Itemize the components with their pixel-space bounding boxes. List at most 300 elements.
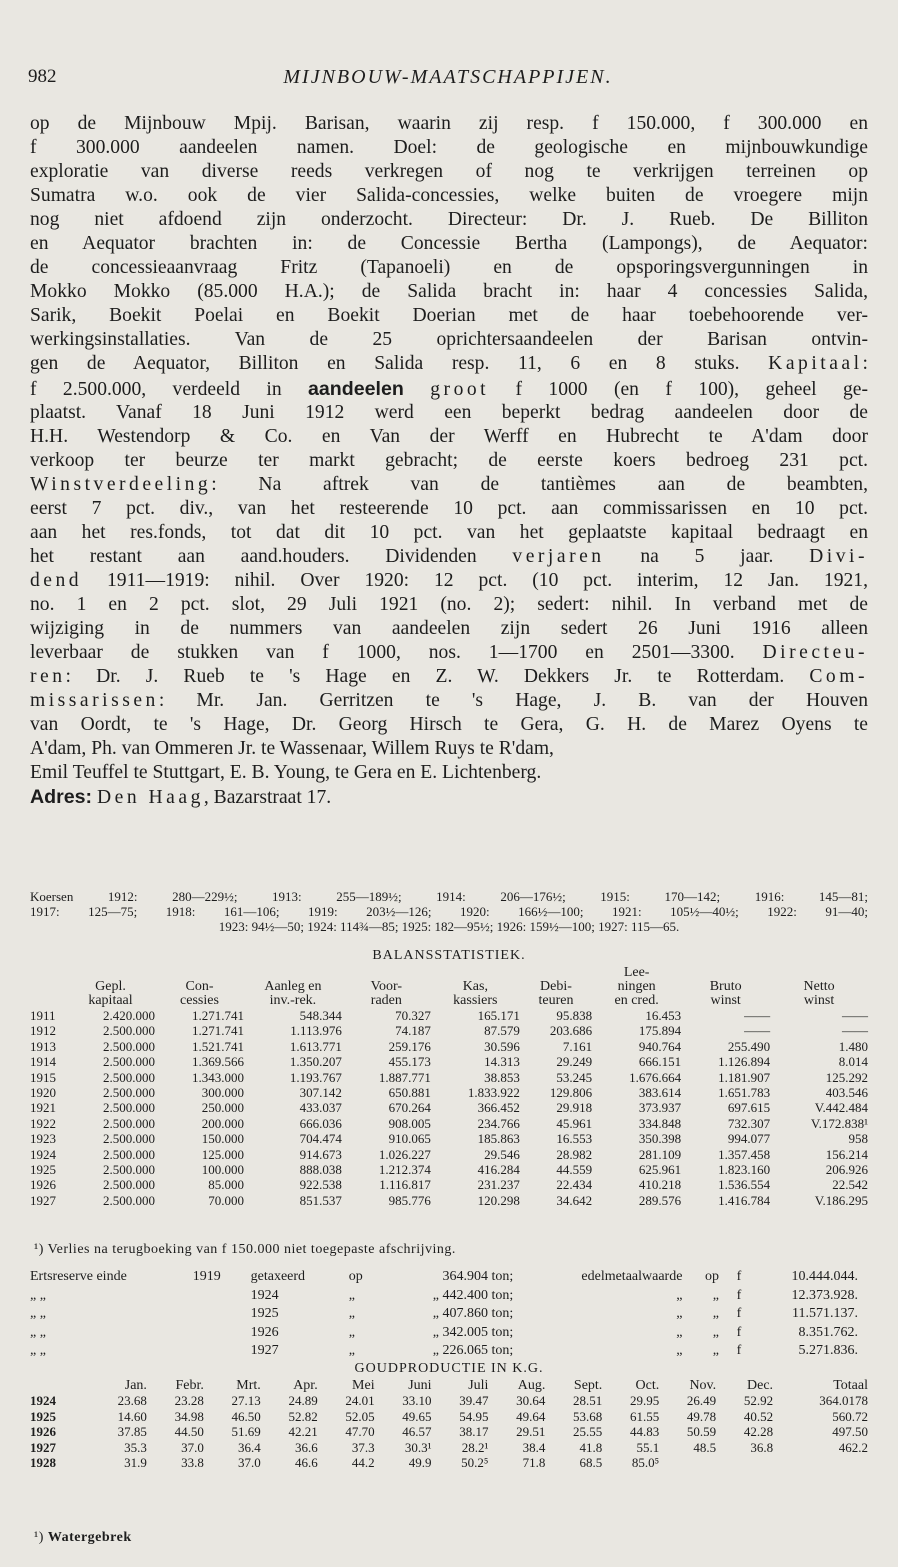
balans-cell: 1.651.783 bbox=[718, 1085, 771, 1101]
goud-cell: 38.17 bbox=[459, 1424, 489, 1440]
balans-cell: 289.576 bbox=[638, 1192, 682, 1208]
balans-cell: 666.151 bbox=[638, 1054, 682, 1070]
text-line bbox=[30, 280, 868, 304]
balans-cell: 922.538 bbox=[299, 1177, 342, 1193]
balans-header-cell bbox=[431, 966, 520, 980]
ertsreserve-cell: „ 226.065 ton; bbox=[432, 1343, 514, 1358]
goud-cell: 44.2 bbox=[351, 1455, 375, 1471]
balans-cell: 1.116.817 bbox=[379, 1177, 431, 1193]
ertsreserve-cell: 1925 bbox=[250, 1306, 279, 1321]
balans-year-cell: 1925 bbox=[30, 1162, 56, 1178]
balans-cell: 350.398 bbox=[638, 1131, 682, 1147]
text-line bbox=[30, 377, 868, 401]
goud-cell: 55.1 bbox=[636, 1439, 660, 1455]
goud-cell: 35.3 bbox=[124, 1439, 147, 1455]
text-line bbox=[30, 232, 868, 256]
balans-cell: 1.357.458 bbox=[718, 1146, 771, 1162]
ertsreserve-cell: op bbox=[348, 1269, 363, 1284]
text-line bbox=[30, 328, 868, 352]
balans-cell: 1.212.374 bbox=[378, 1162, 431, 1178]
goud-header-cell: Febr. bbox=[175, 1378, 204, 1393]
balans-cell: 200.000 bbox=[201, 1115, 244, 1131]
balans-header-cell: Netto bbox=[803, 979, 835, 994]
text-segment: aan het res.fonds, tot dat dit 10 pct. van het geplaatste kapitaal bedraagt en bbox=[30, 521, 868, 543]
text-segment: Winstverdeeling bbox=[30, 473, 212, 495]
balans-header-cell: cessies bbox=[180, 993, 219, 1008]
goud-cell: 47.70 bbox=[345, 1424, 375, 1440]
ertsreserve-cell bbox=[193, 1305, 251, 1324]
balans-cell: 2.500.000 bbox=[103, 1038, 155, 1054]
balans-header-cell: Lee- bbox=[623, 965, 650, 980]
goud-table bbox=[30, 1378, 868, 1470]
goud-header-cell: Juli bbox=[468, 1378, 489, 1393]
ertsreserve-cell: „ bbox=[712, 1324, 719, 1340]
balans-cell: 28.982 bbox=[556, 1146, 593, 1162]
text-segment: en Aequator brachten in: de Concessie Bertha (Lampongs), de Aequator: bbox=[30, 233, 868, 255]
goud-header-cell: Oct. bbox=[635, 1378, 660, 1393]
balans-row bbox=[30, 1054, 868, 1069]
balans-cell: 383.614 bbox=[638, 1085, 682, 1101]
goud-cell: 37.3 bbox=[351, 1439, 375, 1455]
balans-cell: 8.014 bbox=[838, 1054, 868, 1070]
goud-cell: 61.55 bbox=[629, 1408, 660, 1424]
balans-cell: 1.026.227 bbox=[378, 1146, 431, 1162]
balans-cell: 670.264 bbox=[388, 1100, 431, 1116]
text-segment: : bbox=[862, 353, 868, 375]
goud-header-cell: Aug. bbox=[517, 1378, 546, 1393]
goud-cell: 49.9 bbox=[408, 1455, 432, 1471]
ertsreserve-cell: f bbox=[736, 1287, 742, 1303]
balans-cell: 74.187 bbox=[395, 1023, 431, 1039]
goud-cell: 27.13 bbox=[231, 1393, 261, 1409]
goud-cell bbox=[773, 1455, 868, 1470]
goud-year-cell: 1927 bbox=[30, 1439, 56, 1455]
goud-cell: 46.57 bbox=[402, 1424, 432, 1440]
text-segment: f 1000 (en f 100), geheel ge- bbox=[489, 378, 868, 400]
balans-cell: 366.452 bbox=[477, 1100, 520, 1116]
ertsreserve-cell: „ bbox=[348, 1343, 355, 1358]
ertsreserve-cell: op bbox=[705, 1269, 719, 1284]
balans-year-cell: 1914 bbox=[30, 1054, 56, 1070]
text-segment: , Bazarstraat 17. bbox=[203, 787, 332, 809]
balans-header-cell bbox=[30, 980, 66, 994]
balans-cell: V.186.295 bbox=[814, 1192, 868, 1208]
balans-cell: 281.109 bbox=[638, 1146, 682, 1162]
balans-cell: 910.065 bbox=[388, 1131, 431, 1147]
goud-year-cell: 1926 bbox=[30, 1424, 56, 1440]
balans-cell: 1.416.784 bbox=[718, 1192, 771, 1208]
balans-cell: 2.500.000 bbox=[103, 1115, 155, 1131]
goud-row bbox=[30, 1409, 868, 1424]
balans-header-cell bbox=[520, 966, 592, 980]
text-segment: H.H. Westendorp & Co. en Van der Werff en Hubrecht te A'dam door bbox=[30, 425, 868, 447]
ertsreserve-cell bbox=[193, 1324, 251, 1343]
balans-cell: 45.961 bbox=[556, 1115, 593, 1131]
balans-header-cell: en cred. bbox=[614, 993, 659, 1008]
goud-header-cell: Mrt. bbox=[236, 1378, 261, 1393]
balans-cell: V.442.484 bbox=[814, 1100, 868, 1116]
ertsreserve-row bbox=[30, 1305, 868, 1324]
body-text bbox=[30, 112, 868, 809]
balans-cell: 259.176 bbox=[388, 1038, 431, 1054]
goud-cell: 41.8 bbox=[579, 1439, 603, 1455]
balans-cell: 307.142 bbox=[299, 1085, 342, 1101]
balans-cell: 994.077 bbox=[727, 1131, 771, 1147]
balans-cell: 2.500.000 bbox=[103, 1054, 155, 1070]
balans-year-cell: 1924 bbox=[30, 1146, 56, 1162]
text-segment: verkoop ter beurze ter markt gebracht; de eerste koers bedroeg 231 pct. bbox=[30, 449, 868, 471]
balans-cell: 16.553 bbox=[556, 1131, 593, 1147]
balans-cell: 22.434 bbox=[556, 1177, 593, 1193]
ertsreserve-cell: 11.571.137. bbox=[792, 1306, 858, 1321]
text-segment: : Na aftrek van de tantièmes aan de beambten, bbox=[211, 473, 868, 495]
balans-header-cell: Con- bbox=[185, 979, 214, 994]
footnote-marker: ¹) bbox=[34, 1530, 44, 1545]
balans-cell: —— bbox=[744, 1023, 771, 1039]
goud-row bbox=[30, 1455, 868, 1470]
balans-cell: 1.369.566 bbox=[192, 1054, 244, 1070]
balans-row bbox=[30, 1070, 868, 1085]
text-segment: f 300.000 aandeelen namen. Doel: de geologische en mijnbouwkundige bbox=[30, 137, 868, 159]
balans-cell: 7.161 bbox=[562, 1038, 593, 1054]
balans-cell: 156.214 bbox=[825, 1146, 868, 1162]
text-segment: missarissen bbox=[30, 690, 159, 712]
balans-year-cell: 1921 bbox=[30, 1100, 56, 1116]
goud-header-cell: Dec. bbox=[747, 1378, 774, 1393]
text-line bbox=[30, 256, 868, 280]
balans-header-cell: Voor- bbox=[370, 979, 402, 994]
text-segment: Com- bbox=[809, 666, 868, 688]
balans-cell: 2.500.000 bbox=[103, 1023, 155, 1039]
ertsreserve-cell: „ 442.400 ton; bbox=[432, 1287, 514, 1303]
koersen-line: 1917: 125—75; 1918: 161—106; 1919: 203½—126; 1920: 166½—100; 1921: 105½—40½; 1922: 91—40; bbox=[30, 904, 868, 919]
ertsreserve-cell: f bbox=[736, 1343, 742, 1358]
balans-cell: 53.245 bbox=[556, 1069, 593, 1085]
balans-cell: 1.823.160 bbox=[718, 1162, 771, 1178]
balans-cell: 129.806 bbox=[549, 1085, 593, 1101]
goud-cell: 46.6 bbox=[294, 1455, 318, 1471]
balans-header-cell: Kas, bbox=[462, 979, 488, 994]
balans-cell: 250.000 bbox=[201, 1100, 244, 1116]
page-header bbox=[28, 66, 868, 96]
balans-header-cell: inv.-rek. bbox=[269, 993, 317, 1008]
balans-cell: 2.500.000 bbox=[103, 1146, 155, 1162]
ertsreserve-cell: 364.904 ton; bbox=[442, 1269, 514, 1284]
balans-cell: 548.344 bbox=[299, 1008, 342, 1023]
balans-cell: 2.500.000 bbox=[103, 1192, 155, 1208]
goud-cell: 560.72 bbox=[832, 1408, 868, 1424]
goud-cell: 25.55 bbox=[573, 1424, 603, 1440]
goud-cell: 26.49 bbox=[686, 1393, 717, 1409]
balans-cell: 70.327 bbox=[395, 1008, 431, 1023]
text-segment: na 5 jaar. bbox=[604, 545, 810, 567]
balans-cell: 203.686 bbox=[549, 1023, 593, 1039]
text-segment: Sumatra w.o. ook de vier Salida-concessies, welke buiten de vroegere mijn bbox=[30, 185, 868, 207]
ertsreserve-row bbox=[30, 1342, 868, 1361]
balans-year-cell: 1912 bbox=[30, 1023, 56, 1039]
text-segment: het restant aan aand.houders. Dividenden bbox=[30, 545, 513, 567]
text-segment: : Mr. Jan. Gerritzen te 's Hage, J. B. van der Houven bbox=[158, 690, 868, 712]
goud-cell: 34.98 bbox=[174, 1408, 204, 1424]
balans-cell: 1.480 bbox=[838, 1038, 868, 1054]
ertsreserve-cell: edelmetaalwaarde bbox=[581, 1269, 683, 1284]
balans-cell: 2.500.000 bbox=[103, 1069, 155, 1085]
ertsreserve-cell: „ bbox=[348, 1306, 355, 1321]
text-line bbox=[30, 136, 868, 160]
ertsreserve-cell: f bbox=[736, 1324, 742, 1340]
balans-cell: 38.853 bbox=[484, 1069, 520, 1085]
goud-row bbox=[30, 1393, 868, 1408]
balans-cell: 1.350.207 bbox=[289, 1054, 342, 1070]
goud-cell: 52.92 bbox=[743, 1393, 774, 1409]
balans-header-row bbox=[30, 994, 868, 1008]
balans-cell: 697.615 bbox=[727, 1100, 771, 1116]
balans-cell: 704.474 bbox=[299, 1131, 342, 1147]
balans-row bbox=[30, 1131, 868, 1146]
goud-header-cell: Apr. bbox=[293, 1378, 318, 1393]
text-line bbox=[30, 497, 868, 521]
goud-cell bbox=[716, 1455, 773, 1470]
ertsreserve-row bbox=[30, 1324, 868, 1343]
text-line bbox=[30, 689, 868, 713]
ertsreserve-cell: „ 342.005 ton; bbox=[432, 1324, 514, 1340]
balans-cell: 2.500.000 bbox=[103, 1131, 155, 1147]
text-segment: van Oordt, te 's Hage, Dr. Georg Hirsch te Gera, G. H. de Marez Oyens te bbox=[30, 714, 868, 736]
text-line bbox=[30, 184, 868, 208]
goud-cell: 29.51 bbox=[516, 1424, 546, 1440]
text-line bbox=[30, 425, 868, 449]
text-segment: groot bbox=[430, 378, 490, 400]
balans-cell: 22.542 bbox=[832, 1177, 868, 1193]
text-line bbox=[30, 665, 868, 689]
ertsreserve-cell: 12.373.928. bbox=[791, 1287, 858, 1303]
goud-cell: 23.68 bbox=[117, 1393, 147, 1409]
koersen-block bbox=[30, 889, 868, 934]
balans-cell: 1.193.767 bbox=[289, 1069, 342, 1085]
text-line bbox=[30, 713, 868, 737]
balans-cell: 1.676.664 bbox=[629, 1069, 682, 1085]
footnote-text: Watergebrek bbox=[47, 1530, 132, 1545]
balans-cell: 125.292 bbox=[825, 1069, 868, 1085]
text-line bbox=[30, 352, 868, 376]
ertsreserve-cell: 5.271.836. bbox=[798, 1343, 858, 1358]
balans-year-cell: 1920 bbox=[30, 1085, 56, 1101]
balans-cell: 29.249 bbox=[556, 1054, 593, 1070]
text-segment: : Dr. J. Rueb te 's Hage en Z. W. Dekkers Jr. te Rotterdam. bbox=[65, 666, 810, 688]
goud-cell: 52.05 bbox=[345, 1408, 375, 1424]
goud-cell: 42.28 bbox=[743, 1424, 774, 1440]
balans-cell: 1.271.741 bbox=[192, 1008, 244, 1023]
balans-year-cell: 1911 bbox=[30, 1008, 56, 1023]
balans-cell: 625.961 bbox=[638, 1162, 682, 1178]
balans-table bbox=[30, 966, 868, 1208]
goud-cell: 37.0 bbox=[238, 1455, 261, 1471]
text-line bbox=[30, 160, 868, 184]
goud-cell: 49.65 bbox=[402, 1408, 432, 1424]
balans-header-cell: teuren bbox=[538, 993, 574, 1008]
text-line bbox=[30, 521, 868, 545]
balans-cell: 958 bbox=[848, 1131, 868, 1147]
balans-cell: 44.559 bbox=[556, 1162, 593, 1178]
balans-cell: V.172.838¹ bbox=[810, 1115, 868, 1131]
balans-cell: 300.000 bbox=[201, 1085, 244, 1101]
balans-cell: —— bbox=[842, 1023, 868, 1039]
text-segment: Mokko Mokko (85.000 H.A.); de Salida bracht in: haar 4 concessies Salida, bbox=[30, 281, 868, 303]
goud-cell: 46.50 bbox=[231, 1408, 261, 1424]
balans-cell: 732.307 bbox=[727, 1115, 771, 1131]
goud-cell: 50.2⁵ bbox=[461, 1455, 489, 1471]
goud-cell: 42.21 bbox=[288, 1424, 318, 1440]
balans-year-cell: 1913 bbox=[30, 1038, 56, 1054]
text-line bbox=[30, 401, 868, 425]
balans-cell: 185.863 bbox=[477, 1131, 520, 1147]
goud-cell: 31.9 bbox=[124, 1455, 147, 1471]
balans-cell: 410.218 bbox=[638, 1177, 682, 1193]
goud-title: GOUDPRODUCTIE IN K.G. bbox=[354, 1361, 544, 1376]
goud-header-cell: Totaal bbox=[833, 1378, 868, 1393]
text-line bbox=[30, 761, 868, 785]
goud-header-row bbox=[30, 1378, 868, 1393]
balans-row bbox=[30, 1162, 868, 1177]
balans-cell: 2.500.000 bbox=[103, 1162, 155, 1178]
ertsreserve-cell: „ 407.860 ton; bbox=[432, 1306, 514, 1321]
balans-cell: 1.521.741 bbox=[192, 1038, 244, 1054]
goud-cell: 49.78 bbox=[686, 1408, 717, 1424]
balans-header-cell bbox=[244, 966, 342, 980]
ertsreserve-cell: „ „ bbox=[30, 1306, 46, 1321]
goud-cell: 29.95 bbox=[629, 1393, 660, 1409]
balans-cell: 940.764 bbox=[638, 1038, 682, 1054]
balans-year-cell: 1915 bbox=[30, 1069, 56, 1085]
balans-row bbox=[30, 1147, 868, 1162]
ertsreserve-cell: „ bbox=[348, 1324, 355, 1340]
text-segment: Sarik, Boekit Poelai en Boekit Doerian met de haar toebehoorende ver- bbox=[30, 305, 868, 327]
balans-cell: 2.500.000 bbox=[103, 1085, 155, 1101]
balans-cell: 985.776 bbox=[388, 1192, 431, 1208]
balans-cell: 2.500.000 bbox=[103, 1177, 155, 1193]
balans-header-cell: Gepl. bbox=[95, 979, 126, 994]
text-segment: gen de Aequator, Billiton en Salida resp. 11, 6 en 8 stuks. bbox=[30, 353, 769, 375]
balans-header-cell bbox=[30, 966, 66, 980]
goud-row bbox=[30, 1424, 868, 1439]
ertsreserve-cell: 1927 bbox=[250, 1343, 279, 1358]
balans-cell: 85.000 bbox=[208, 1177, 244, 1193]
text-line bbox=[30, 112, 868, 136]
text-segment: Directeu- bbox=[762, 642, 868, 664]
balans-cell: 650.881 bbox=[388, 1085, 431, 1101]
balans-header-cell: kapitaal bbox=[88, 993, 133, 1008]
ertsreserve-cell bbox=[193, 1342, 251, 1361]
goud-cell: 49.64 bbox=[516, 1408, 546, 1424]
balans-year-cell: 1922 bbox=[30, 1115, 56, 1131]
balans-cell: 908.005 bbox=[388, 1115, 431, 1131]
goud-cell: 51.69 bbox=[231, 1424, 261, 1440]
balans-cell: 2.500.000 bbox=[103, 1100, 155, 1116]
balans-footnote: ¹) Verlies na terugboeking van f 150.000 niet toegepaste afschrijving. bbox=[34, 1242, 456, 1257]
balans-row bbox=[30, 1116, 868, 1131]
goud-cell: 44.83 bbox=[629, 1424, 660, 1440]
balans-header-cell bbox=[681, 966, 770, 980]
balans-cell: 334.848 bbox=[638, 1115, 682, 1131]
goud-cell: 30.3¹ bbox=[404, 1439, 432, 1455]
text-line bbox=[30, 737, 868, 761]
balans-header-cell: raden bbox=[370, 993, 402, 1008]
goud-cell: 28.2¹ bbox=[461, 1439, 489, 1455]
balans-header-cell bbox=[770, 966, 868, 980]
ertsreserve-table bbox=[30, 1268, 868, 1361]
goud-cell: 462.2 bbox=[838, 1439, 868, 1455]
balans-row bbox=[30, 1100, 868, 1115]
text-segment: f 2.500.000, verdeeld in bbox=[30, 378, 309, 400]
text-segment: A'dam, Ph. van Ommeren Jr. te Wassenaar, Willem Ruys te R'dam, bbox=[30, 738, 554, 760]
text-segment: verjaren bbox=[512, 545, 605, 567]
balans-year-cell: 1923 bbox=[30, 1131, 56, 1147]
goud-cell: 68.5 bbox=[579, 1455, 603, 1471]
text-segment: Adres: bbox=[30, 786, 93, 809]
balans-cell: 29.546 bbox=[484, 1146, 520, 1162]
ertsreserve-cell: „ „ bbox=[30, 1287, 46, 1303]
goud-cell: 52.82 bbox=[288, 1408, 318, 1424]
balans-cell: 34.642 bbox=[556, 1192, 593, 1208]
balans-header-cell: Bruto bbox=[709, 979, 742, 994]
goud-row bbox=[30, 1440, 868, 1455]
balans-header-cell: winst bbox=[710, 993, 741, 1008]
text-segment: de concessieaanvraag Fritz (Tapanoeli) en de opsporingsvergunningen in bbox=[30, 257, 868, 279]
balans-cell: 403.546 bbox=[825, 1085, 868, 1101]
balans-cell: 87.579 bbox=[484, 1023, 520, 1039]
ertsreserve-cell: „ „ bbox=[30, 1324, 46, 1340]
ertsreserve-cell: getaxeerd bbox=[250, 1269, 306, 1284]
balans-cell: 1.613.771 bbox=[289, 1038, 342, 1054]
ertsreserve-cell: „ bbox=[676, 1306, 683, 1321]
goud-cell: 54.95 bbox=[459, 1408, 489, 1424]
balans-title: BALANSSTATISTIEK. bbox=[372, 948, 526, 963]
balans-cell: 231.237 bbox=[477, 1177, 520, 1193]
text-segment: leverbaar de stukken van f 1000, nos. 1—1700 en 2501—3300. bbox=[30, 642, 763, 664]
balans-year-cell: 1927 bbox=[30, 1192, 56, 1208]
balans-row bbox=[30, 1085, 868, 1100]
koersen-line: Koersen 1912: 280—229½; 1913: 255—189½; 1914: 206—176½; 1915: 170—142; 1916: 145—81; bbox=[30, 889, 868, 904]
text-segment: Kapitaal bbox=[768, 353, 863, 375]
goud-footnote bbox=[34, 1530, 132, 1546]
balans-header-cell: kassiers bbox=[453, 993, 498, 1008]
goud-cell: 48.5 bbox=[693, 1439, 717, 1455]
ertsreserve-cell: f bbox=[736, 1269, 742, 1284]
goud-header-cell: Jan. bbox=[124, 1378, 147, 1393]
balans-cell: 416.284 bbox=[477, 1162, 520, 1178]
ertsreserve-cell: 1919 bbox=[192, 1269, 221, 1284]
balans-cell: 666.036 bbox=[299, 1115, 342, 1131]
text-segment: op de Mijnbouw Mpij. Barisan, waarin zij resp. f 150.000, f 300.000 en bbox=[30, 113, 868, 134]
text-segment: ren bbox=[30, 666, 66, 688]
text-line bbox=[30, 449, 868, 473]
goud-cell: 40.52 bbox=[743, 1408, 774, 1424]
goud-cell: 71.8 bbox=[522, 1455, 546, 1471]
balans-cell: 100.000 bbox=[201, 1162, 244, 1178]
text-segment: 1911—1919: nihil. Over 1920: 12 pct. (10 pct. interim, 12 Jan. 1921, bbox=[82, 569, 868, 591]
balans-header-row bbox=[30, 980, 868, 994]
balans-row bbox=[30, 1177, 868, 1192]
ertsreserve-cell: „ bbox=[712, 1287, 719, 1303]
goud-header-cell: Mei bbox=[352, 1378, 375, 1393]
balans-cell: 851.537 bbox=[299, 1192, 342, 1208]
text-segment: plaatst. Vanaf 18 Juni 1912 werd een beperkt bedrag aandeelen door de bbox=[30, 401, 868, 423]
goud-header-cell: Juni bbox=[408, 1378, 432, 1393]
text-segment: werkingsinstallaties. Van de 25 oprichtersaandeelen der Barisan ontvin- bbox=[30, 329, 868, 351]
balans-header-cell: Aanleg en bbox=[264, 979, 322, 994]
balans-year-cell: 1926 bbox=[30, 1177, 56, 1193]
balans-header-cell: Debi- bbox=[540, 979, 572, 994]
